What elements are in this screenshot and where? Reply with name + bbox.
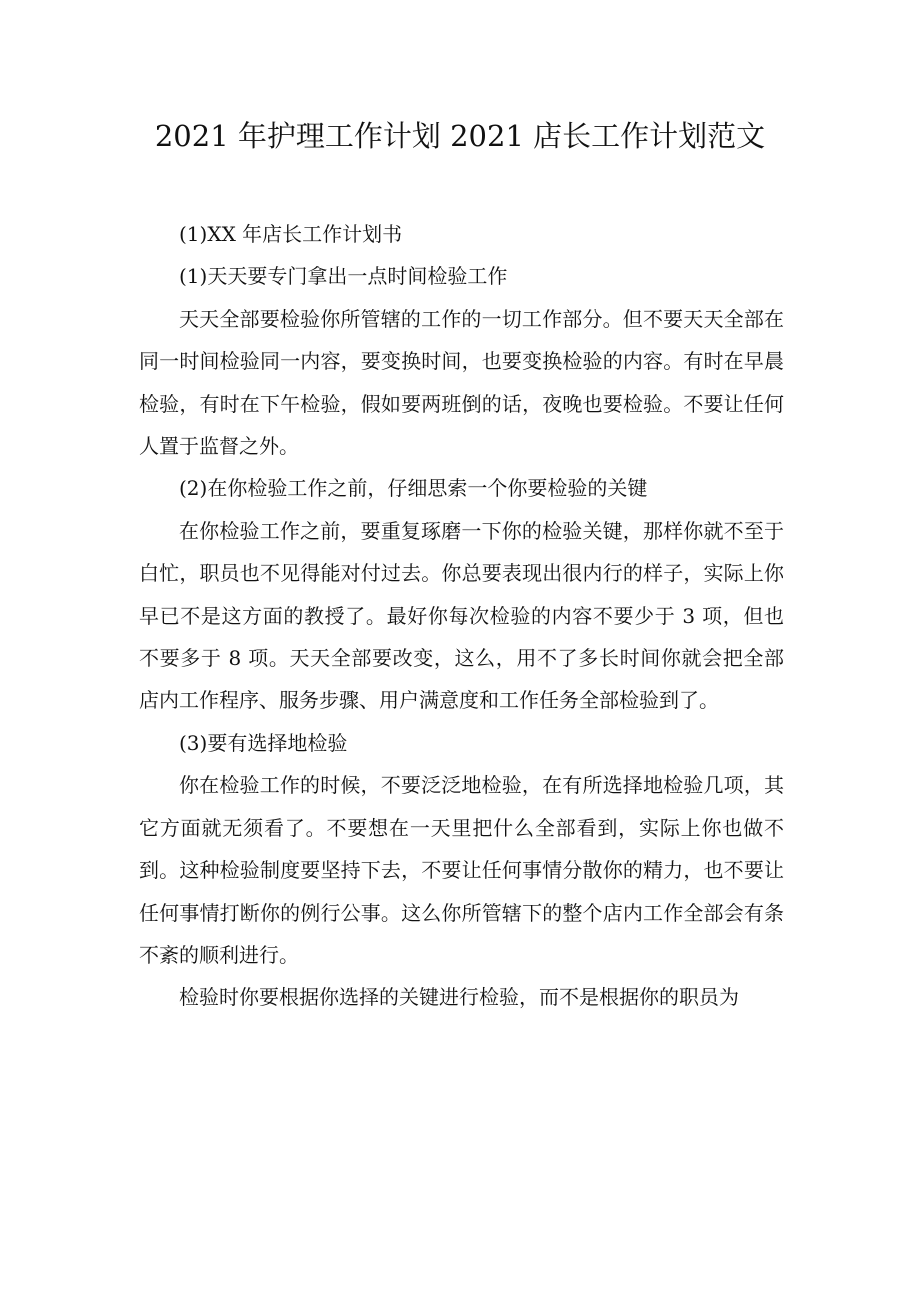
body-paragraph: 你在检验工作的时候，不要泛泛地检验，在有所选择地检验几项，其它方面就无须看了。不要想在一天里把什么全部看到，实际上你也做不到。这种检验制度要坚持下去，不要让任何事情分散你的精力，也不要让任何事情打断你的例行公事。这么你所管辖下的整个店内工作全部会有条不紊的顺利进行。 <box>139 773 784 967</box>
document-title: 2021 年护理工作计划 2021 店长工作计划范文 <box>154 119 766 153</box>
body-paragraph: 在你检验工作之前，要重复琢磨一下你的检验关键，那样你就不至于白忙，职员也不见得能对付过去。你总要表现出很内行的样子，实际上你早已不是这方面的教授了。最好你每次检验的内容不要少于 3 项，但也不要多于 8 项。天天全部要改变，这么，用不了多长时间你就会把全部店内工作程序、服务步骤、用户满意度和工作任务全部检验到了。 <box>139 518 784 713</box>
section-heading: (1)XX 年店长工作计划书 <box>179 222 403 246</box>
body-paragraph: 天天全部要检验你所管辖的工作的一切工作部分。但不要天天全部在同一时间检验同一内容，要变换时间，也要变换检验的内容。有时在早晨检验，有时在下午检验，假如要两班倒的话，夜晚也要检验。不要让任何人置于监督之外。 <box>139 306 784 459</box>
section-heading: (2)在你检验工作之前，仔细思索一个你要检验的关键 <box>179 476 648 501</box>
body-paragraph: 检验时你要根据你选择的关键进行检验，而不是根据你的职员为 <box>179 985 739 1010</box>
section-heading: (1)天天要专门拿出一点时间检验工作 <box>179 264 508 289</box>
document-body <box>139 213 784 1019</box>
section-heading: (3)要有选择地检验 <box>179 730 348 755</box>
